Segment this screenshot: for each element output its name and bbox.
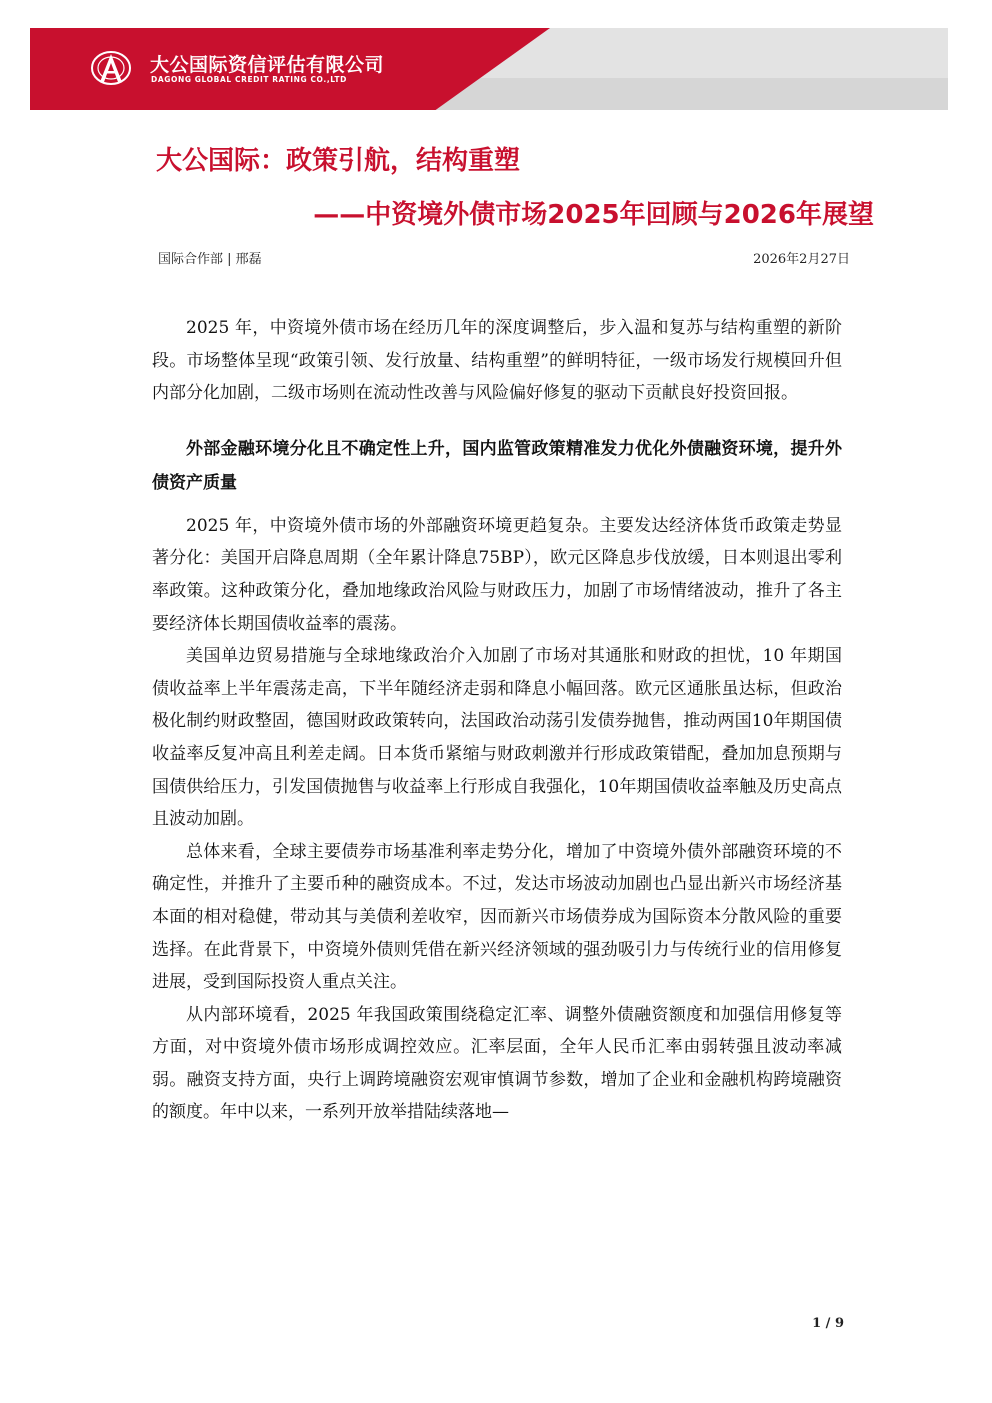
report-title: 大公国际：政策引航，结构重塑 [156, 146, 521, 176]
header-banner [30, 28, 948, 110]
company-name-cn: 大公国际资信评估有限公司 [150, 54, 385, 76]
publish-date: 2026年2月27日 [753, 252, 850, 267]
author-line: 国际合作部 | 邢磊 [158, 252, 262, 267]
section-heading: 外部金融环境分化且不确定性上升，国内监管政策精准发力优化外债融资环境，提升外债资产质量 [152, 438, 842, 493]
page-number: 1 / 9 [812, 1316, 844, 1331]
body-paragraph-3: 总体来看，全球主要债券市场基准利率走势分化，增加了中资境外债外部融资环境的不确定性，并推升了主要币种的融资成本。不过，发达市场波动加剧也凸显出新兴市场经济基本面的相对稳健，带动其与美债利差收窄，因而新兴市场债券成为国际资本分散风险的重要选择。在此背景下，中资境外债则凭借在新兴经济领域的强劲吸引力与传统行业的信用修复进展，受到国际投资人重点关注。 [152, 841, 842, 993]
body-paragraph-2: 美国单边贸易措施与全球地缘政治介入加剧了市场对其通胀和财政的担忧，10 年期国债收益率上半年震荡走高，下半年随经济走弱和降息小幅回落。欧元区通胀虽达标，但政治极化制约财政整固，德国财政政策转向，法国政治动荡引发债券抛售，推动两国10年期国债收益率反复冲高且利差走阔。日本货币紧缩与财政刺激并行形成政策错配，叠加加息预期与国债供给压力，引发国债抛售与收益率上行形成自我强化，10年期国债收益率触及历史高点且波动加剧。 [152, 646, 842, 830]
body-paragraph-4: 从内部环境看，2025 年我国政策围绕稳定汇率、调整外债融资额度和加强信用修复等方面，对中资境外债市场形成调控效应。汇率层面，全年人民币汇率由弱转强且波动率减弱。融资支持方面，央行上调跨境融资宏观审慎调节参数，增加了企业和金融机构跨境融资的额度。年中以来，一系列开放举措陆续落地— [152, 1004, 842, 1123]
banner-gray-band-lower [435, 78, 948, 110]
body-paragraph-1: 2025 年，中资境外债市场的外部融资环境更趋复杂。主要发达经济体货币政策走势显著分化：美国开启降息周期（全年累计降息75BP），欧元区降息步伐放缓，日本则退出零利率政策。这种政策分化，叠加地缘政治风险与财政压力，加剧了市场情绪波动，推升了各主要经济体长期国债收益率的震荡。 [152, 515, 842, 634]
dagong-logo-icon [90, 49, 132, 87]
report-subtitle: ——中资境外债市场2025年回顾与2026年展望 [313, 200, 874, 230]
company-name-en: DAGONG GLOBAL CREDIT RATING CO.,LTD [151, 75, 347, 84]
report-body [152, 312, 842, 1129]
intro-paragraph: 2025 年，中资境外债市场在经历几年的深度调整后，步入温和复苏与结构重塑的新阶段。市场整体呈现“政策引领、发行放量、结构重塑”的鲜明特征，一级市场发行规模回升但内部分化加剧，二级市场则在流动性改善与风险偏好修复的驱动下贡献良好投资回报。 [152, 318, 842, 404]
